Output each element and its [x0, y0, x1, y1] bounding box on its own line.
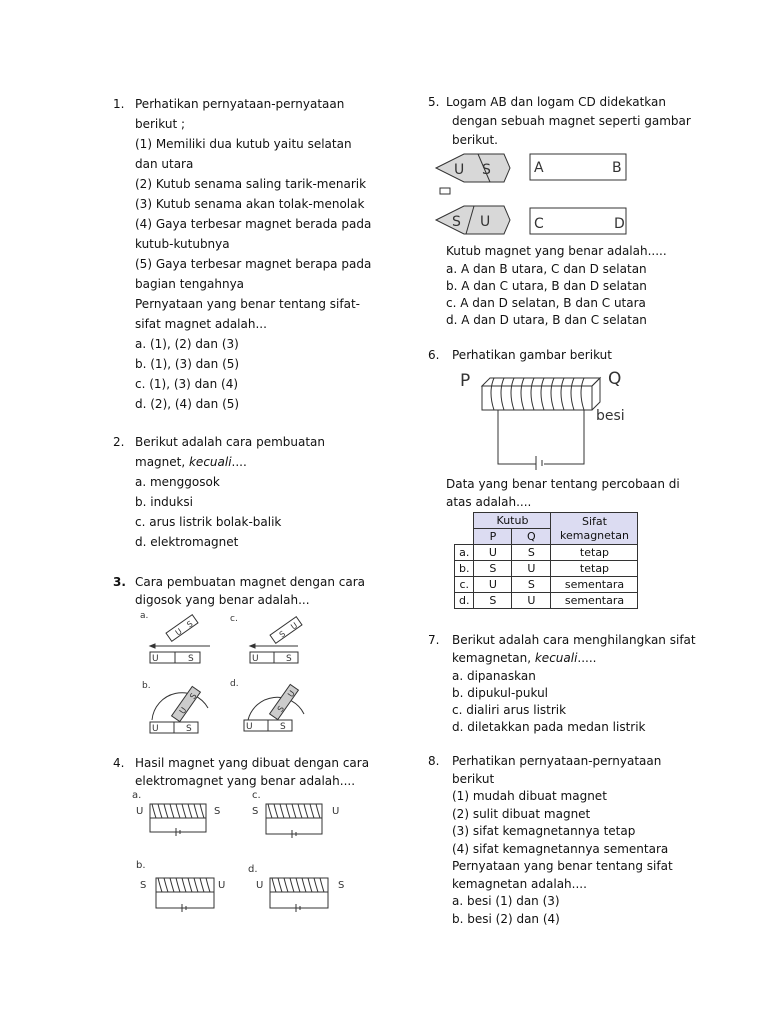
metal-label-c: C	[534, 216, 544, 232]
text-line: (2) Kutub senama saling tarik-menarik	[135, 177, 367, 191]
header-p: P	[474, 529, 512, 545]
answer-option-b: b. induksi	[135, 495, 193, 509]
pole-u: U	[454, 162, 465, 178]
question-number: 4.	[113, 756, 125, 770]
question-text	[135, 572, 365, 608]
answer-option-b: b. (1), (3) dan (5)	[135, 357, 240, 371]
text-line: Pernyataan yang benar tentang sifat	[452, 859, 673, 873]
text-line	[452, 649, 696, 667]
cell-p: U	[474, 545, 512, 561]
cell-sifat: tetap	[551, 561, 638, 577]
header-q: Q	[512, 529, 551, 545]
cell-p: U	[474, 577, 512, 593]
header-sifat	[551, 513, 638, 545]
answer-option-b: b. A dan C utara, B dan D selatan	[446, 279, 647, 293]
text-line: berikut	[452, 771, 495, 786]
text-line: bagian tengahnya	[135, 277, 245, 291]
text-line: Data yang benar tentang percobaan di	[446, 477, 680, 491]
pole-s: S	[188, 691, 199, 701]
table-row	[455, 545, 638, 561]
pole-u: U	[252, 654, 259, 664]
question-stem: Kutub magnet yang benar adalah.....	[446, 244, 667, 258]
text-line: (2) sulit dibuat magnet	[452, 806, 591, 821]
question-text	[135, 753, 369, 789]
pole-s: S	[186, 724, 192, 734]
question-text	[446, 92, 691, 149]
pole-u: U	[152, 724, 159, 734]
pole-u: U	[286, 688, 297, 699]
pole-u: U	[480, 214, 491, 230]
question-text	[452, 631, 696, 735]
pole-s: S	[277, 629, 288, 640]
text-line: Cara pembuatan magnet dengan cara	[135, 575, 365, 589]
pole-u: U	[218, 880, 226, 891]
answer-option-c: c. (1), (3) dan (4)	[135, 377, 239, 391]
pole-s: S	[482, 162, 491, 178]
label-d: d.	[248, 864, 258, 875]
table-row	[455, 593, 638, 609]
question-5-choices	[446, 242, 667, 328]
emphasis-text: kecuali	[188, 455, 232, 469]
header-kutub: Kutub	[474, 513, 551, 529]
cell-sifat: sementara	[551, 577, 638, 593]
solenoid-figure	[456, 366, 636, 474]
label-a: a.	[140, 611, 149, 621]
table-corner	[455, 513, 474, 529]
question-text	[452, 753, 673, 928]
text-line: (5) Gaya terbesar magnet berapa pada	[135, 257, 372, 271]
pole-s: S	[286, 654, 292, 664]
answer-option-d: d. (2), (4) dan (5)	[135, 397, 240, 411]
question-number: 6.	[428, 348, 440, 362]
text-line: digosok yang benar adalah...	[135, 593, 310, 607]
cell-q: U	[512, 593, 551, 609]
row-label: d.	[455, 593, 474, 609]
row-label: b.	[455, 561, 474, 577]
header-sifat-line1: Sifat	[582, 514, 607, 528]
pole-u: U	[289, 620, 300, 632]
text-line: Logam AB dan logam CD didekatkan	[446, 95, 666, 109]
question-number: 1.	[113, 97, 125, 111]
pole-u: U	[246, 722, 253, 732]
text-line: Hasil magnet yang dibuat dengan cara	[135, 756, 370, 770]
text-line: elektromagnet yang benar adalah....	[135, 774, 356, 788]
pole-u: U	[136, 806, 144, 817]
text-line: dan utara	[135, 157, 194, 171]
pole-u: U	[332, 806, 340, 817]
answer-option-a: a. menggosok	[135, 475, 220, 489]
text-line: berikut.	[452, 133, 498, 147]
cell-q: S	[512, 545, 551, 561]
pole-s: S	[338, 880, 345, 891]
header-sifat-line2: kemagnetan	[560, 528, 629, 542]
label-b: b.	[142, 681, 151, 691]
question-number: 7.	[428, 633, 440, 647]
cell-q: U	[512, 561, 551, 577]
text-line: kutub-kutubnya	[135, 237, 230, 251]
pole-s: S	[185, 619, 195, 630]
answer-option-a: a. A dan B utara, C dan D selatan	[446, 262, 647, 276]
answer-option-b: b. dipukul-pukul	[452, 686, 549, 700]
answer-option-b: b. besi (2) dan (4)	[452, 911, 560, 926]
label-besi: besi	[596, 408, 625, 424]
text-line	[135, 452, 325, 472]
text-part: ....	[231, 455, 247, 469]
metal-label-a: A	[534, 160, 544, 176]
magnet-metal-figure	[434, 150, 634, 240]
text-line: berikut ;	[135, 117, 186, 131]
pole-u: U	[152, 654, 159, 664]
text-line: (1) Memiliki dua kutub yaitu selatan	[135, 137, 352, 151]
electromagnet-figure	[130, 786, 360, 916]
cell-p: S	[474, 593, 512, 609]
answer-option-d: d. elektromagnet	[135, 535, 239, 549]
question-number: 5.	[428, 95, 440, 109]
rubbing-magnet-figure	[138, 608, 318, 743]
label-c: c.	[230, 614, 238, 624]
pole-s: S	[214, 806, 221, 817]
table-row	[455, 577, 638, 593]
pole-s: S	[275, 704, 287, 714]
label-b: b.	[136, 860, 146, 871]
pole-s: S	[280, 722, 286, 732]
text-line: Pernyataan yang benar tentang sifat-	[135, 297, 360, 311]
text-line: (1) mudah dibuat magnet	[452, 789, 607, 803]
text-line: Perhatikan pernyataan-pernyataan	[452, 754, 662, 768]
text-line: sifat magnet adalah...	[135, 317, 267, 331]
text-line: dengan sebuah magnet seperti gambar	[452, 114, 691, 128]
text-line: (4) sifat kemagnetannya sementara	[452, 841, 669, 856]
question-6-stem	[446, 475, 680, 511]
text-line: Berikut adalah cara menghilangkan sifat	[452, 633, 696, 647]
pole-s: S	[188, 654, 194, 664]
text-part: magnet,	[135, 455, 189, 469]
question-text	[452, 345, 612, 365]
answer-option-a: a. (1), (2) dan (3)	[135, 337, 239, 351]
text-part: .....	[577, 651, 597, 665]
question-text	[135, 432, 325, 552]
answer-option-c: c. dialiri arus listrik	[452, 703, 567, 717]
answer-option-a: a. besi (1) dan (3)	[452, 894, 560, 908]
pole-u: U	[173, 626, 184, 638]
pole-s: S	[140, 880, 147, 891]
cell-p: S	[474, 561, 512, 577]
table-corner	[455, 529, 474, 545]
text-line: atas adalah....	[446, 495, 532, 509]
metal-label-d: D	[614, 216, 625, 232]
label-q: Q	[608, 369, 622, 389]
label-a: a.	[132, 790, 142, 801]
text-line: (4) Gaya terbesar magnet berada pada	[135, 217, 372, 231]
text-line: (3) Kutub senama akan tolak-menolak	[135, 197, 365, 211]
cell-q: S	[512, 577, 551, 593]
text-line: kemagnetan adalah....	[452, 876, 587, 891]
label-d: d.	[230, 679, 239, 689]
pole-u: U	[177, 705, 189, 716]
answer-option-c: c. arus listrik bolak-balik	[135, 515, 282, 529]
text-part: kemagnetan,	[452, 651, 535, 665]
text-line: Berikut adalah cara pembuatan	[135, 435, 326, 449]
table-row	[455, 561, 638, 577]
metal-label-b: B	[612, 160, 622, 176]
pole-s: S	[452, 214, 461, 230]
question-number: 8.	[428, 754, 440, 768]
text-line: Perhatikan pernyataan-pernyataan	[135, 97, 345, 111]
cell-sifat: tetap	[551, 545, 638, 561]
row-label: a.	[455, 545, 474, 561]
answer-option-d: d. diletakkan pada medan listrik	[452, 720, 646, 734]
answer-option-a: a. dipanaskan	[452, 669, 536, 683]
question-text	[135, 94, 371, 414]
question-number: 2.	[113, 435, 125, 449]
emphasis-text: kecuali	[534, 651, 578, 665]
pole-s: S	[252, 806, 259, 817]
kemagnetan-table	[454, 512, 638, 609]
label-c: c.	[252, 790, 261, 801]
answer-option-d: d. A dan D utara, B dan C selatan	[446, 313, 647, 327]
answer-table	[454, 512, 638, 609]
answer-option-c: c. A dan D selatan, B dan C utara	[446, 296, 646, 310]
question-number: 3.	[113, 575, 126, 589]
cell-sifat: sementara	[551, 593, 638, 609]
label-p: P	[460, 371, 471, 391]
text-line: (3) sifat kemagnetannya tetap	[452, 824, 636, 838]
text-line: Perhatikan gambar berikut	[452, 348, 612, 362]
pole-u: U	[256, 880, 264, 891]
row-label: c.	[455, 577, 474, 593]
